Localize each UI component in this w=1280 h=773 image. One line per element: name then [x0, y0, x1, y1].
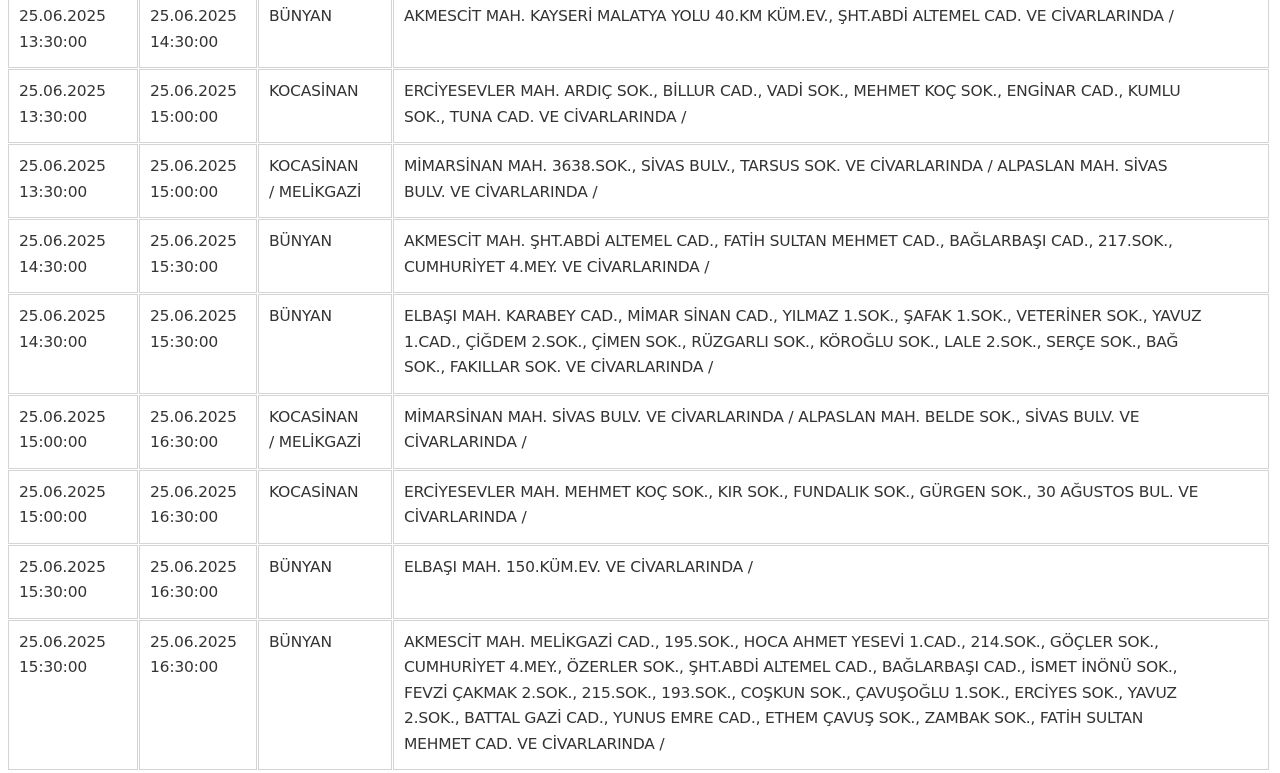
end-date: 25.06.2025	[150, 407, 237, 426]
district-name: BÜNYAN	[269, 632, 332, 651]
end-cell	[140, 295, 256, 393]
end-date: 25.06.2025	[150, 232, 237, 250]
district-name: BÜNYAN	[269, 307, 332, 325]
start-cell	[9, 295, 137, 393]
district-cell	[259, 471, 391, 543]
district-cell	[259, 396, 391, 468]
end-date: 25.06.2025	[150, 7, 237, 25]
start-time: 14:30:00	[19, 257, 88, 276]
table-row	[9, 145, 1268, 217]
district-name: BÜNYAN	[269, 557, 332, 576]
end-cell	[140, 471, 256, 543]
start-cell	[9, 396, 137, 468]
end-cell	[140, 396, 256, 468]
end-cell	[140, 70, 256, 142]
end-cell	[140, 0, 256, 67]
address-text: MEHMET CAD. VE CİVARLARINDA /	[404, 734, 665, 753]
address-text: AKMESCİT MAH. MELİKGAZİ CAD., 195.SOK., HOCA AHMET YESEVİ 1.CAD., 214.SOK., GÖÇLER SOK.,	[404, 632, 1159, 651]
outage-table-body	[9, 0, 1268, 769]
end-time: 15:00:00	[150, 107, 219, 126]
end-time: 16:30:00	[150, 583, 219, 601]
start-time: 13:30:00	[19, 182, 88, 201]
address-text: AKMESCİT MAH. KAYSERİ MALATYA YOLU 40.KM KÜM.EV., ŞHT.ABDİ ALTEMEL CAD. VE CİVARLARINDA /	[404, 7, 1174, 25]
end-date: 25.06.2025	[150, 632, 237, 651]
end-date: 25.06.2025	[150, 82, 237, 100]
table-row	[9, 0, 1268, 67]
address-text: 2.SOK., BATTAL GAZİ CAD., YUNUS EMRE CAD., ETHEM ÇAVUŞ SOK., ZAMBAK SOK., FATİH SULTAN	[404, 709, 1144, 727]
start-time: 13:30:00	[19, 107, 88, 126]
district-name: / MELİKGAZİ	[269, 433, 362, 451]
end-date: 25.06.2025	[150, 482, 237, 501]
start-time: 14:30:00	[19, 332, 88, 351]
address-cell	[394, 145, 1268, 217]
start-date: 25.06.2025	[19, 632, 106, 651]
district-name: / MELİKGAZİ	[269, 182, 362, 201]
address-text: ELBAŞI MAH. KARABEY CAD., MİMAR SİNAN CAD., YILMAZ 1.SOK., ŞAFAK 1.SOK., VETERİNER SOK., YAVUZ	[404, 307, 1202, 325]
district-cell	[259, 546, 391, 618]
district-name: BÜNYAN	[269, 232, 332, 250]
outage-table	[6, 0, 1271, 772]
address-text: FEVZİ ÇAKMAK 2.SOK., 215.SOK., 193.SOK., COŞKUN SOK., ÇAVUŞOĞLU 1.SOK., ERCİYES SOK., YAVUZ	[404, 683, 1177, 702]
table-row	[9, 546, 1268, 618]
district-cell	[259, 0, 391, 67]
district-name: KOCASİNAN	[269, 157, 359, 175]
table-row	[9, 220, 1268, 292]
start-date: 25.06.2025	[19, 157, 106, 175]
end-date: 25.06.2025	[150, 557, 237, 576]
address-text: CUMHURİYET 4.MEY. VE CİVARLARINDA /	[404, 257, 710, 276]
start-cell	[9, 471, 137, 543]
table-row	[9, 70, 1268, 142]
end-cell	[140, 145, 256, 217]
end-time: 16:30:00	[150, 658, 219, 676]
start-date: 25.06.2025	[19, 7, 106, 25]
start-cell	[9, 621, 137, 770]
start-cell	[9, 145, 137, 217]
district-name: KOCASİNAN	[269, 82, 359, 100]
address-cell	[394, 0, 1268, 67]
address-text: AKMESCİT MAH. ŞHT.ABDİ ALTEMEL CAD., FATİH SULTAN MEHMET CAD., BAĞLARBAŞI CAD., 217.SOK.,	[404, 232, 1173, 250]
district-name: KOCASİNAN	[269, 482, 359, 501]
end-time: 16:30:00	[150, 433, 219, 451]
start-date: 25.06.2025	[19, 557, 106, 576]
address-cell	[394, 295, 1268, 393]
address-text: MİMARSİNAN MAH. SİVAS BULV. VE CİVARLARINDA / ALPASLAN MAH. BELDE SOK., SİVAS BULV. VE	[404, 407, 1140, 426]
start-time: 15:30:00	[19, 583, 88, 601]
end-cell	[140, 546, 256, 618]
address-cell	[394, 546, 1268, 618]
start-date: 25.06.2025	[19, 407, 106, 426]
start-cell	[9, 0, 137, 67]
district-cell	[259, 295, 391, 393]
end-time: 14:30:00	[150, 32, 219, 51]
start-cell	[9, 546, 137, 618]
start-date: 25.06.2025	[19, 232, 106, 250]
start-time: 15:30:00	[19, 658, 88, 676]
address-cell	[394, 220, 1268, 292]
table-row	[9, 396, 1268, 468]
end-time: 15:30:00	[150, 257, 219, 276]
address-text: MİMARSİNAN MAH. 3638.SOK., SİVAS BULV., TARSUS SOK. VE CİVARLARINDA / ALPASLAN MAH. SİVAS	[404, 157, 1168, 175]
end-date: 25.06.2025	[150, 157, 237, 175]
start-time: 13:30:00	[19, 32, 88, 51]
district-name: KOCASİNAN	[269, 407, 359, 426]
start-cell	[9, 70, 137, 142]
address-text: ELBAŞI MAH. 150.KÜM.EV. VE CİVARLARINDA /	[404, 557, 753, 576]
end-time: 15:30:00	[150, 332, 219, 351]
address-text: ERCİYESEVLER MAH. MEHMET KOÇ SOK., KIR SOK., FUNDALIK SOK., GÜRGEN SOK., 30 AĞUSTOS BUL. VE	[404, 482, 1199, 501]
address-text: SOK., FAKILLAR SOK. VE CİVARLARINDA /	[404, 358, 714, 376]
address-cell	[394, 396, 1268, 468]
district-cell	[259, 70, 391, 142]
district-cell	[259, 621, 391, 770]
district-cell	[259, 220, 391, 292]
end-time: 16:30:00	[150, 508, 219, 526]
start-cell	[9, 220, 137, 292]
address-cell	[394, 471, 1268, 543]
district-name: BÜNYAN	[269, 7, 332, 25]
end-time: 15:00:00	[150, 182, 219, 201]
start-time: 15:00:00	[19, 508, 88, 526]
outage-table-container	[6, 0, 1271, 772]
address-cell	[394, 621, 1268, 770]
address-text: CİVARLARINDA /	[404, 508, 527, 526]
address-text: ERCİYESEVLER MAH. ARDIÇ SOK., BİLLUR CAD., VADİ SOK., MEHMET KOÇ SOK., ENGİNAR CAD., KUMLU	[404, 82, 1181, 100]
district-cell	[259, 145, 391, 217]
address-text: CUMHURİYET 4.MEY., ÖZERLER SOK., ŞHT.ABDİ ALTEMEL CAD., BAĞLARBAŞI CAD., İSMET İNÖNÜ SOK.,	[404, 658, 1178, 676]
start-date: 25.06.2025	[19, 307, 106, 325]
address-text: 1.CAD., ÇİĞDEM 2.SOK., ÇİMEN SOK., RÜZGARLI SOK., KÖROĞLU SOK., LALE 2.SOK., SERÇE SOK., BAĞ	[404, 332, 1179, 351]
end-date: 25.06.2025	[150, 307, 237, 325]
table-row	[9, 295, 1268, 393]
table-row	[9, 471, 1268, 543]
address-text: CİVARLARINDA /	[404, 433, 527, 451]
table-row	[9, 621, 1268, 770]
end-cell	[140, 621, 256, 770]
address-text: SOK., TUNA CAD. VE CİVARLARINDA /	[404, 107, 687, 126]
start-date: 25.06.2025	[19, 82, 106, 100]
start-date: 25.06.2025	[19, 482, 106, 501]
end-cell	[140, 220, 256, 292]
address-cell	[394, 70, 1268, 142]
start-time: 15:00:00	[19, 433, 88, 451]
address-text: BULV. VE CİVARLARINDA /	[404, 182, 598, 201]
